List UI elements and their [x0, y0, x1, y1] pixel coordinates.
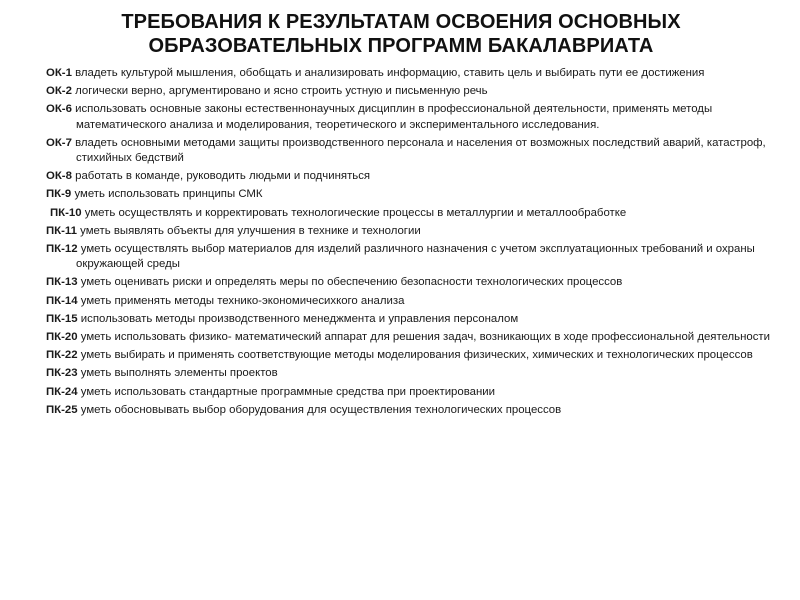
requirement-code: ПК-22 — [46, 349, 78, 362]
requirement-text: уметь выявлять объекты для улучшения в технике и технологии — [80, 224, 421, 237]
requirement-text: уметь обосновывать выбор оборудования для осуществления технологических процессов — [80, 403, 562, 416]
requirement-code: ПК-12 — [46, 243, 78, 256]
requirement-item — [46, 312, 772, 327]
requirement-text: уметь использовать стандартные программные средства при проектировании — [80, 385, 496, 398]
requirement-item — [46, 224, 772, 239]
requirement-item — [46, 66, 772, 81]
requirement-text: уметь осуществлять и корректировать технологические процессы в металлургии и металлообработке — [84, 206, 627, 219]
requirement-code: ПК-11 — [46, 224, 77, 237]
requirement-text: уметь оценивать риски и определять меры по обеспечению безопасности технологических процессов — [80, 276, 623, 289]
requirement-code: ПК-23 — [46, 367, 78, 380]
requirement-code: ПК-9 — [46, 188, 72, 201]
requirement-item — [46, 348, 772, 363]
requirement-text: уметь выбирать и применять соответствующие методы моделирования физических, химических и технологических процессов — [80, 349, 753, 362]
requirement-item — [46, 242, 772, 272]
requirement-item — [46, 206, 772, 221]
title-line-2: ОБРАЗОВАТЕЛЬНЫХ ПРОГРАММ БАКАЛАВРИАТА — [148, 35, 654, 57]
requirement-item — [46, 275, 772, 290]
requirement-item — [46, 366, 772, 381]
requirement-item — [46, 294, 772, 309]
requirement-text: уметь использовать принципы СМК — [74, 188, 263, 201]
requirement-item — [46, 136, 772, 166]
requirement-text: работать в команде, руководить людьми и подчиняться — [75, 170, 371, 183]
requirement-code: ПК-20 — [46, 331, 78, 344]
requirement-text: уметь использовать физико- математический аппарат для решения задач, возникающих в ходе профессиональной деятельности — [80, 331, 771, 344]
requirement-code: ПК-24 — [46, 385, 78, 398]
requirement-code: ОК-8 — [46, 170, 72, 183]
requirement-item — [46, 102, 772, 132]
requirement-code: ОК-1 — [46, 67, 72, 79]
requirement-code: ОК-7 — [46, 136, 72, 149]
requirement-code: ОК-6 — [46, 103, 72, 116]
requirement-text: владеть основными методами защиты производственного персонала и населения от возможных последствий аварий, катастроф, стихийных бедствий — [75, 136, 766, 165]
requirement-text: логически верно, аргументировано и ясно строить устную и письменную речь — [75, 85, 488, 98]
requirement-text: владеть культурой мышления, обобщать и анализировать информацию, ставить цель и выбирать пути ее достижения — [75, 67, 705, 79]
requirement-item — [46, 403, 772, 418]
requirement-code: ПК-15 — [46, 312, 78, 325]
requirement-text: использовать основные законы естественнонаучных дисциплин в профессиональной деятельности, применять методы математического анализа и моделирования, теоретического и экспериментального исследования. — [75, 103, 713, 131]
requirement-code: ОК-2 — [46, 85, 72, 98]
requirement-code: ПК-25 — [46, 403, 78, 416]
requirement-item — [46, 385, 772, 400]
requirement-code: ПК-13 — [46, 276, 78, 289]
requirements-list — [46, 66, 772, 418]
title-line-1: ТРЕБОВАНИЯ К РЕЗУЛЬТАТАМ ОСВОЕНИЯ ОСНОВНЫХ — [121, 11, 681, 33]
requirement-text: уметь осуществлять выбор материалов для изделий различного назначения с учетом эксплуатационных требований и охраны окружающей среды — [76, 243, 755, 271]
requirement-text: уметь выполнять элементы проектов — [80, 367, 278, 380]
requirement-text: использовать методы производственного менеджмента и управления персоналом — [80, 312, 519, 325]
requirement-item — [46, 169, 772, 184]
requirement-item — [46, 84, 772, 99]
requirement-code: ПК-14 — [46, 294, 78, 307]
requirement-item — [46, 330, 772, 345]
slide-title — [30, 10, 772, 58]
requirement-item — [46, 187, 772, 202]
requirement-code: ПК-10 — [50, 206, 82, 219]
requirement-text: уметь применять методы технико-экономичесихкого анализа — [80, 294, 405, 307]
